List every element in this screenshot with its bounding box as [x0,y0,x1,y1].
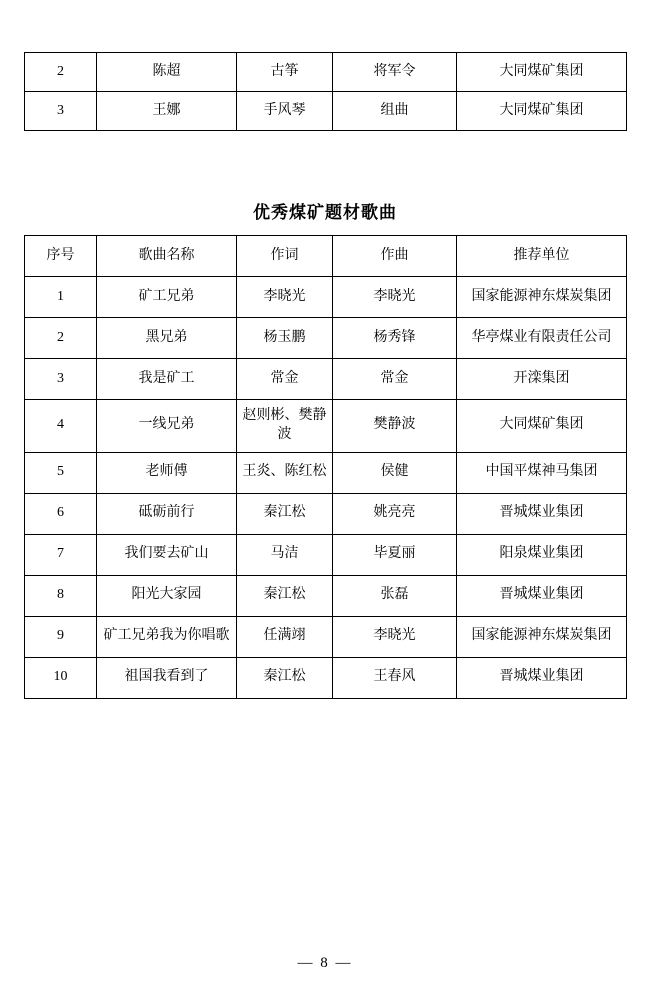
header-no: 序号 [25,236,97,277]
cell-lyricist: 任满翊 [237,616,333,657]
cell-lyricist: 王炎、陈红松 [237,452,333,493]
header-unit: 推荐单位 [457,236,627,277]
table-row [25,400,627,453]
cell-unit: 开滦集团 [457,359,627,400]
cell-unit: 大同煤矿集团 [457,53,627,92]
cell-lyricist: 常金 [237,359,333,400]
cell-unit: 大同煤矿集团 [457,400,627,453]
cell-no: 6 [25,493,97,534]
table-row [25,359,627,400]
table-row [25,452,627,493]
header-lyricist: 作词 [237,236,333,277]
cell-composer: 李晓光 [333,277,457,318]
cell-unit: 晋城煤业集团 [457,575,627,616]
songs-table-container [24,235,627,699]
cell-lyricist: 秦江松 [237,575,333,616]
continued-table [24,52,627,131]
cell-no: 2 [25,318,97,359]
continued-table-container [24,52,627,131]
table-row [25,616,627,657]
header-composer: 作曲 [333,236,457,277]
cell-piece: 将军令 [333,53,457,92]
cell-no: 1 [25,277,97,318]
table-row [25,534,627,575]
cell-no: 8 [25,575,97,616]
cell-no: 3 [25,359,97,400]
cell-lyricist: 秦江松 [237,657,333,698]
cell-song: 黑兄弟 [97,318,237,359]
cell-composer: 王春风 [333,657,457,698]
cell-name: 陈超 [97,53,237,92]
cell-name: 王娜 [97,92,237,131]
cell-no: 5 [25,452,97,493]
table-row [25,575,627,616]
cell-instrument: 手风琴 [237,92,333,131]
cell-no: 2 [25,53,97,92]
cell-composer: 毕夏丽 [333,534,457,575]
table-row [25,53,627,92]
cell-no: 3 [25,92,97,131]
table-row [25,318,627,359]
cell-song: 我是矿工 [97,359,237,400]
cell-unit: 晋城煤业集团 [457,493,627,534]
cell-composer: 姚亮亮 [333,493,457,534]
header-song: 歌曲名称 [97,236,237,277]
cell-unit: 大同煤矿集团 [457,92,627,131]
cell-composer: 常金 [333,359,457,400]
cell-instrument: 古筝 [237,53,333,92]
section-heading: 优秀煤矿题材歌曲 [253,203,397,222]
cell-no: 10 [25,657,97,698]
cell-song: 祖国我看到了 [97,657,237,698]
table-header-row [25,236,627,277]
cell-composer: 李晓光 [333,616,457,657]
cell-unit: 华亭煤业有限责任公司 [457,318,627,359]
cell-no: 9 [25,616,97,657]
cell-song: 矿工兄弟我为你唱歌 [97,616,237,657]
cell-lyricist: 杨玉鹏 [237,318,333,359]
cell-unit: 阳泉煤业集团 [457,534,627,575]
cell-song: 阳光大家园 [97,575,237,616]
table-row [25,277,627,318]
cell-song: 我们要去矿山 [97,534,237,575]
cell-song: 一线兄弟 [97,400,237,453]
cell-lyricist: 李晓光 [237,277,333,318]
cell-composer: 杨秀锋 [333,318,457,359]
table-row [25,657,627,698]
cell-composer: 樊静波 [333,400,457,453]
cell-lyricist: 秦江松 [237,493,333,534]
cell-song: 砥砺前行 [97,493,237,534]
cell-no: 4 [25,400,97,453]
cell-no: 7 [25,534,97,575]
songs-table [24,235,627,699]
table-row [25,493,627,534]
table-row [25,92,627,131]
cell-composer: 侯健 [333,452,457,493]
cell-song: 矿工兄弟 [97,277,237,318]
cell-song: 老师傅 [97,452,237,493]
cell-composer: 张磊 [333,575,457,616]
page-number: — 8 — [297,955,353,971]
cell-unit: 中国平煤神马集团 [457,452,627,493]
cell-piece: 组曲 [333,92,457,131]
cell-unit: 晋城煤业集团 [457,657,627,698]
cell-lyricist: 赵则彬、樊静波 [237,400,333,453]
cell-unit: 国家能源神东煤炭集团 [457,616,627,657]
cell-lyricist: 马洁 [237,534,333,575]
cell-unit: 国家能源神东煤炭集团 [457,277,627,318]
